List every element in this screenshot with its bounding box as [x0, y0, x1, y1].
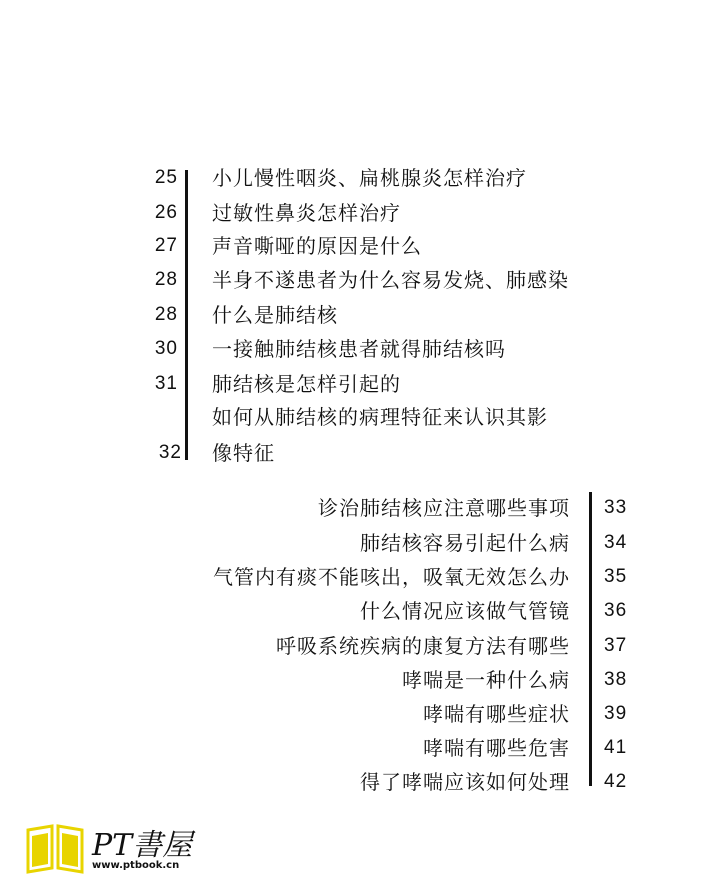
toc-entry[interactable] [0, 664, 710, 696]
toc-title: 小儿慢性咽炎、扁桃腺炎怎样治疗 [212, 166, 527, 190]
toc-entry[interactable] [0, 333, 710, 365]
toc-title: 什么是肺结核 [212, 303, 338, 327]
toc-entry[interactable] [0, 766, 710, 798]
toc-page-number: 28 [154, 269, 178, 290]
toc-page-number: 38 [604, 669, 628, 690]
watermark-url: www.ptbook.cn [92, 860, 180, 871]
toc-entry[interactable] [0, 630, 710, 662]
toc-title: 像特征 [212, 441, 275, 465]
toc-title: 哮喘有哪些症状 [423, 702, 570, 726]
toc-title: 得了哮喘应该如何处理 [360, 770, 570, 794]
toc-page-number: 25 [154, 167, 178, 188]
toc-entry[interactable] [0, 492, 710, 524]
toc-page-number: 28 [154, 304, 178, 325]
toc-page-number: 41 [604, 737, 628, 758]
toc-page-number: 27 [154, 235, 178, 256]
toc-entry[interactable] [0, 437, 710, 469]
toc-entry[interactable] [0, 698, 710, 730]
toc-entry[interactable] [0, 732, 710, 764]
toc-entry[interactable] [0, 162, 710, 194]
toc-title: 声音嘶哑的原因是什么 [212, 234, 422, 258]
toc-title: 肺结核容易引起什么病 [360, 531, 570, 555]
toc-page-number: 35 [604, 566, 628, 587]
toc-title: 诊治肺结核应注意哪些事项 [318, 496, 570, 520]
toc-title: 哮喘是一种什么病 [402, 668, 570, 692]
toc-page-number: 30 [154, 338, 178, 359]
toc-title: 哮喘有哪些危害 [423, 736, 570, 760]
toc-page-number: 37 [604, 635, 628, 656]
toc-title: 如何从肺结核的病理特征来认识其影 [212, 405, 548, 429]
toc-page-number: 39 [604, 703, 628, 724]
toc-page-number: 26 [154, 202, 178, 223]
toc-entry[interactable] [0, 527, 710, 559]
toc-page-number: 34 [604, 532, 628, 553]
book-logo-icon [22, 818, 88, 874]
toc-entry[interactable] [0, 230, 710, 262]
toc-page-number: 32 [158, 442, 182, 463]
toc-page-number: 31 [154, 373, 178, 394]
toc-entry[interactable] [0, 264, 710, 296]
toc-title: 肺结核是怎样引起的 [212, 372, 401, 396]
watermark-brand: PT書屋 [92, 828, 193, 863]
toc-entry[interactable] [0, 595, 710, 627]
toc-entry[interactable] [0, 368, 710, 400]
toc-title: 过敏性鼻炎怎样治疗 [212, 201, 401, 225]
toc-title: 呼吸系统疾病的康复方法有哪些 [276, 634, 570, 658]
toc-entry[interactable] [0, 299, 710, 331]
toc-page-number: 33 [604, 497, 628, 518]
toc-title: 一接触肺结核患者就得肺结核吗 [212, 337, 506, 361]
toc-title: 气管内有痰不能咳出，吸氧无效怎么办 [213, 565, 570, 589]
toc-entry[interactable] [0, 561, 710, 593]
toc-page-number: 42 [604, 771, 628, 792]
toc-entry[interactable] [0, 401, 710, 433]
toc-title: 什么情况应该做气管镜 [360, 599, 570, 623]
toc-page-number: 36 [604, 600, 628, 621]
toc-entry[interactable] [0, 197, 710, 229]
toc-title: 半身不遂患者为什么容易发烧、肺感染 [212, 268, 569, 292]
